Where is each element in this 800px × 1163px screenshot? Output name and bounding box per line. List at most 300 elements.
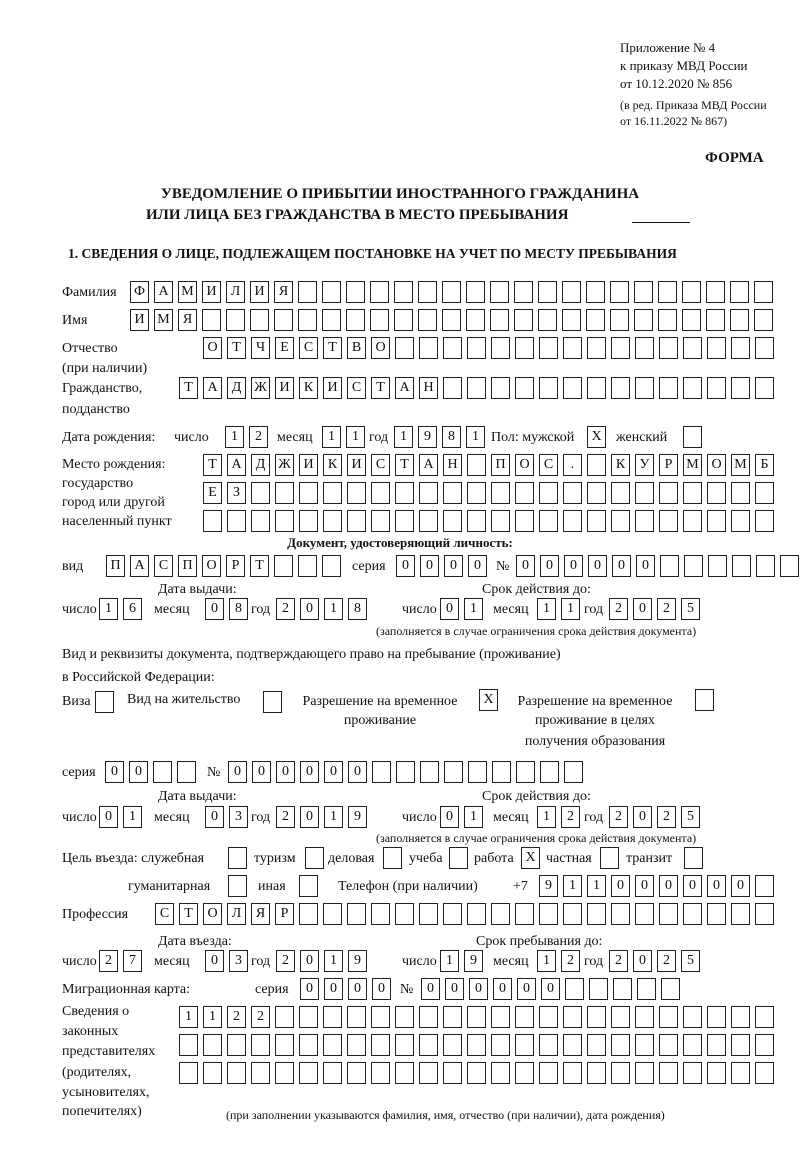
stay-year-field[interactable] xyxy=(609,950,705,972)
char-box[interactable]: И xyxy=(275,377,294,399)
entry-day-field[interactable] xyxy=(99,950,147,972)
char-box[interactable]: Т xyxy=(395,454,414,476)
char-box[interactable]: А xyxy=(419,454,438,476)
char-box[interactable]: 0 xyxy=(440,598,459,620)
char-box[interactable] xyxy=(587,1062,606,1084)
migration-series-field[interactable] xyxy=(300,978,396,1000)
char-box[interactable] xyxy=(755,903,774,925)
char-box[interactable]: 1 xyxy=(537,598,556,620)
char-box[interactable]: 0 xyxy=(440,806,459,828)
char-box[interactable]: 0 xyxy=(300,806,319,828)
char-box[interactable]: Р xyxy=(275,903,294,925)
residence-permit-checkbox[interactable] xyxy=(263,691,287,713)
char-box[interactable] xyxy=(347,1062,366,1084)
char-box[interactable]: О xyxy=(707,454,726,476)
char-box[interactable] xyxy=(396,761,415,783)
char-box[interactable]: И xyxy=(202,281,221,303)
char-box[interactable]: 0 xyxy=(300,978,319,1000)
char-box[interactable] xyxy=(708,555,727,577)
char-box[interactable] xyxy=(419,1006,438,1028)
char-box[interactable]: Т xyxy=(179,377,198,399)
char-box[interactable] xyxy=(467,377,486,399)
char-box[interactable] xyxy=(730,281,749,303)
char-box[interactable] xyxy=(611,337,630,359)
checkbox[interactable] xyxy=(228,875,247,897)
char-box[interactable]: И xyxy=(323,377,342,399)
char-box[interactable] xyxy=(299,510,318,532)
char-box[interactable] xyxy=(683,1034,702,1056)
char-box[interactable] xyxy=(299,1034,318,1056)
char-box[interactable] xyxy=(491,482,510,504)
char-box[interactable] xyxy=(203,510,222,532)
char-box[interactable]: 2 xyxy=(657,598,676,620)
char-box[interactable]: Р xyxy=(226,555,245,577)
char-box[interactable] xyxy=(372,761,391,783)
char-box[interactable] xyxy=(610,309,629,331)
checkbox[interactable] xyxy=(299,875,318,897)
char-box[interactable] xyxy=(347,510,366,532)
char-box[interactable] xyxy=(250,309,269,331)
char-box[interactable] xyxy=(299,482,318,504)
char-box[interactable] xyxy=(755,1006,774,1028)
char-box[interactable] xyxy=(443,903,462,925)
char-box[interactable]: Н xyxy=(443,454,462,476)
char-box[interactable]: 0 xyxy=(396,555,415,577)
char-box[interactable] xyxy=(659,903,678,925)
char-box[interactable]: Е xyxy=(275,337,294,359)
char-box[interactable] xyxy=(755,482,774,504)
char-box[interactable] xyxy=(203,1062,222,1084)
char-box[interactable] xyxy=(754,309,773,331)
char-box[interactable]: 5 xyxy=(681,950,700,972)
char-box[interactable] xyxy=(394,281,413,303)
char-box[interactable]: 0 xyxy=(731,875,750,897)
char-box[interactable] xyxy=(298,281,317,303)
char-box[interactable] xyxy=(346,309,365,331)
char-box[interactable] xyxy=(322,309,341,331)
char-box[interactable] xyxy=(610,281,629,303)
char-box[interactable] xyxy=(683,377,702,399)
id-valid-day-field[interactable] xyxy=(440,598,488,620)
char-box[interactable] xyxy=(516,761,535,783)
legal-reps-row-3[interactable] xyxy=(179,1062,779,1084)
char-box[interactable]: А xyxy=(154,281,173,303)
char-box[interactable] xyxy=(515,1006,534,1028)
checkbox[interactable] xyxy=(695,689,714,711)
char-box[interactable]: А xyxy=(227,454,246,476)
char-box[interactable] xyxy=(275,1006,294,1028)
legal-reps-row-1[interactable] xyxy=(179,1006,779,1028)
char-box[interactable] xyxy=(683,1006,702,1028)
char-box[interactable] xyxy=(563,377,582,399)
char-box[interactable]: 0 xyxy=(324,761,343,783)
char-box[interactable] xyxy=(635,377,654,399)
char-box[interactable] xyxy=(443,1034,462,1056)
char-box[interactable]: 0 xyxy=(540,555,559,577)
char-box[interactable] xyxy=(755,510,774,532)
char-box[interactable] xyxy=(611,903,630,925)
char-box[interactable] xyxy=(443,510,462,532)
char-box[interactable] xyxy=(707,337,726,359)
id-valid-month-field[interactable] xyxy=(537,598,585,620)
char-box[interactable]: 9 xyxy=(348,950,367,972)
char-box[interactable] xyxy=(443,377,462,399)
char-box[interactable] xyxy=(491,903,510,925)
char-box[interactable] xyxy=(347,482,366,504)
char-box[interactable]: 1 xyxy=(99,598,118,620)
char-box[interactable]: 1 xyxy=(537,806,556,828)
char-box[interactable] xyxy=(755,377,774,399)
char-box[interactable]: 2 xyxy=(99,950,118,972)
char-box[interactable] xyxy=(587,454,606,476)
char-box[interactable] xyxy=(587,510,606,532)
birth-year-field[interactable] xyxy=(394,426,490,448)
char-box[interactable] xyxy=(371,1034,390,1056)
char-box[interactable] xyxy=(177,761,196,783)
char-box[interactable] xyxy=(323,510,342,532)
patronymic-field[interactable] xyxy=(203,337,779,359)
char-box[interactable]: Т xyxy=(250,555,269,577)
char-box[interactable] xyxy=(540,761,559,783)
char-box[interactable] xyxy=(443,1006,462,1028)
visa-checkbox[interactable] xyxy=(95,691,119,713)
char-box[interactable] xyxy=(467,510,486,532)
char-box[interactable] xyxy=(635,1006,654,1028)
char-box[interactable]: М xyxy=(683,454,702,476)
char-box[interactable] xyxy=(659,1062,678,1084)
char-box[interactable] xyxy=(683,337,702,359)
char-box[interactable]: 1 xyxy=(179,1006,198,1028)
char-box[interactable]: У xyxy=(635,454,654,476)
purpose-private-checkbox[interactable] xyxy=(600,847,624,869)
char-box[interactable]: 0 xyxy=(659,875,678,897)
char-box[interactable] xyxy=(539,510,558,532)
checkbox[interactable] xyxy=(95,691,114,713)
char-box[interactable]: 0 xyxy=(611,875,630,897)
char-box[interactable]: 0 xyxy=(707,875,726,897)
char-box[interactable] xyxy=(658,309,677,331)
res-valid-month-field[interactable] xyxy=(537,806,585,828)
char-box[interactable] xyxy=(514,281,533,303)
char-box[interactable] xyxy=(442,309,461,331)
char-box[interactable]: 0 xyxy=(228,761,247,783)
char-box[interactable]: 0 xyxy=(588,555,607,577)
birth-month-field[interactable] xyxy=(322,426,370,448)
checkbox[interactable]: X xyxy=(521,847,540,869)
char-box[interactable]: К xyxy=(299,377,318,399)
char-box[interactable]: . xyxy=(563,454,582,476)
char-box[interactable] xyxy=(611,510,630,532)
char-box[interactable]: Я xyxy=(274,281,293,303)
res-series-field[interactable] xyxy=(105,761,201,783)
char-box[interactable] xyxy=(442,281,461,303)
char-box[interactable] xyxy=(635,482,654,504)
char-box[interactable] xyxy=(443,337,462,359)
char-box[interactable]: 2 xyxy=(561,950,580,972)
char-box[interactable] xyxy=(275,482,294,504)
char-box[interactable] xyxy=(635,903,654,925)
char-box[interactable]: 0 xyxy=(205,598,224,620)
char-box[interactable]: Ж xyxy=(275,454,294,476)
char-box[interactable] xyxy=(684,555,703,577)
char-box[interactable]: А xyxy=(130,555,149,577)
char-box[interactable] xyxy=(490,281,509,303)
char-box[interactable] xyxy=(275,1034,294,1056)
surname-field[interactable] xyxy=(130,281,778,303)
purpose-humanitarian-checkbox[interactable] xyxy=(228,875,252,897)
char-box[interactable] xyxy=(611,377,630,399)
char-box[interactable]: 2 xyxy=(609,950,628,972)
char-box[interactable]: П xyxy=(106,555,125,577)
char-box[interactable] xyxy=(780,555,799,577)
char-box[interactable] xyxy=(299,1062,318,1084)
char-box[interactable]: 8 xyxy=(229,598,248,620)
char-box[interactable]: 2 xyxy=(249,426,268,448)
char-box[interactable]: 1 xyxy=(346,426,365,448)
char-box[interactable] xyxy=(659,510,678,532)
char-box[interactable] xyxy=(613,978,632,1000)
char-box[interactable]: 2 xyxy=(657,950,676,972)
char-box[interactable] xyxy=(251,510,270,532)
char-box[interactable]: 2 xyxy=(609,806,628,828)
char-box[interactable]: М xyxy=(731,454,750,476)
char-box[interactable] xyxy=(563,903,582,925)
char-box[interactable]: 0 xyxy=(516,555,535,577)
char-box[interactable] xyxy=(346,281,365,303)
char-box[interactable] xyxy=(179,1062,198,1084)
char-box[interactable]: Ж xyxy=(251,377,270,399)
char-box[interactable] xyxy=(562,309,581,331)
char-box[interactable]: 1 xyxy=(225,426,244,448)
char-box[interactable] xyxy=(347,1006,366,1028)
char-box[interactable]: 9 xyxy=(348,806,367,828)
res-issue-month-field[interactable] xyxy=(205,806,253,828)
char-box[interactable] xyxy=(587,482,606,504)
char-box[interactable]: 0 xyxy=(421,978,440,1000)
char-box[interactable]: 8 xyxy=(442,426,461,448)
birthplace-row-1[interactable] xyxy=(203,454,779,476)
char-box[interactable]: 0 xyxy=(564,555,583,577)
char-box[interactable] xyxy=(659,482,678,504)
char-box[interactable]: О xyxy=(371,337,390,359)
char-box[interactable]: 0 xyxy=(493,978,512,1000)
char-box[interactable] xyxy=(395,510,414,532)
sex-male-checkbox[interactable] xyxy=(587,426,611,448)
char-box[interactable] xyxy=(323,482,342,504)
char-box[interactable] xyxy=(660,555,679,577)
char-box[interactable] xyxy=(731,1062,750,1084)
char-box[interactable] xyxy=(203,1034,222,1056)
char-box[interactable] xyxy=(298,555,317,577)
char-box[interactable] xyxy=(419,903,438,925)
char-box[interactable]: С xyxy=(371,454,390,476)
char-box[interactable] xyxy=(419,1062,438,1084)
title-blank-line[interactable] xyxy=(632,208,690,223)
id-valid-year-field[interactable] xyxy=(609,598,705,620)
char-box[interactable]: 0 xyxy=(633,806,652,828)
char-box[interactable] xyxy=(538,281,557,303)
char-box[interactable]: 0 xyxy=(300,761,319,783)
char-box[interactable] xyxy=(466,309,485,331)
char-box[interactable] xyxy=(371,482,390,504)
char-box[interactable] xyxy=(564,761,583,783)
char-box[interactable]: Я xyxy=(178,309,197,331)
char-box[interactable]: 5 xyxy=(681,806,700,828)
char-box[interactable] xyxy=(515,482,534,504)
char-box[interactable] xyxy=(466,281,485,303)
char-box[interactable] xyxy=(299,903,318,925)
char-box[interactable]: С xyxy=(347,377,366,399)
char-box[interactable] xyxy=(659,377,678,399)
char-box[interactable] xyxy=(226,309,245,331)
char-box[interactable] xyxy=(754,281,773,303)
char-box[interactable]: О xyxy=(202,555,221,577)
char-box[interactable] xyxy=(322,281,341,303)
citizenship-field[interactable] xyxy=(179,377,779,399)
char-box[interactable]: Т xyxy=(203,454,222,476)
char-box[interactable] xyxy=(444,761,463,783)
char-box[interactable]: 1 xyxy=(203,1006,222,1028)
char-box[interactable] xyxy=(635,510,654,532)
checkbox[interactable] xyxy=(600,847,619,869)
char-box[interactable]: 0 xyxy=(129,761,148,783)
char-box[interactable] xyxy=(515,377,534,399)
char-box[interactable]: Л xyxy=(226,281,245,303)
char-box[interactable]: 0 xyxy=(517,978,536,1000)
char-box[interactable] xyxy=(706,309,725,331)
char-box[interactable] xyxy=(322,555,341,577)
char-box[interactable] xyxy=(635,1062,654,1084)
char-box[interactable]: 1 xyxy=(466,426,485,448)
char-box[interactable] xyxy=(299,1006,318,1028)
char-box[interactable]: 0 xyxy=(105,761,124,783)
char-box[interactable] xyxy=(563,510,582,532)
char-box[interactable] xyxy=(514,309,533,331)
char-box[interactable] xyxy=(467,1006,486,1028)
char-box[interactable]: 0 xyxy=(633,950,652,972)
char-box[interactable] xyxy=(587,1006,606,1028)
char-box[interactable]: И xyxy=(250,281,269,303)
char-box[interactable] xyxy=(706,281,725,303)
char-box[interactable]: 6 xyxy=(123,598,142,620)
char-box[interactable]: А xyxy=(395,377,414,399)
char-box[interactable]: 0 xyxy=(468,555,487,577)
char-box[interactable]: И xyxy=(130,309,149,331)
char-box[interactable] xyxy=(323,1062,342,1084)
char-box[interactable]: 7 xyxy=(123,950,142,972)
char-box[interactable]: Ф xyxy=(130,281,149,303)
char-box[interactable] xyxy=(563,1062,582,1084)
char-box[interactable]: П xyxy=(491,454,510,476)
char-box[interactable]: 2 xyxy=(227,1006,246,1028)
char-box[interactable]: 2 xyxy=(276,806,295,828)
char-box[interactable] xyxy=(274,309,293,331)
char-box[interactable]: И xyxy=(299,454,318,476)
char-box[interactable]: И xyxy=(347,454,366,476)
char-box[interactable] xyxy=(468,761,487,783)
id-series-field[interactable] xyxy=(396,555,492,577)
char-box[interactable] xyxy=(587,903,606,925)
char-box[interactable] xyxy=(587,1034,606,1056)
char-box[interactable]: 0 xyxy=(300,950,319,972)
char-box[interactable]: 0 xyxy=(372,978,391,1000)
char-box[interactable] xyxy=(707,1006,726,1028)
char-box[interactable]: 2 xyxy=(251,1006,270,1028)
char-box[interactable] xyxy=(755,337,774,359)
char-box[interactable]: 1 xyxy=(324,598,343,620)
char-box[interactable] xyxy=(418,281,437,303)
purpose-tourism-checkbox[interactable] xyxy=(305,847,329,869)
checkbox[interactable] xyxy=(383,847,402,869)
char-box[interactable] xyxy=(611,1062,630,1084)
char-box[interactable] xyxy=(731,1034,750,1056)
char-box[interactable] xyxy=(395,1062,414,1084)
char-box[interactable]: 1 xyxy=(563,875,582,897)
char-box[interactable] xyxy=(467,337,486,359)
checkbox[interactable] xyxy=(449,847,468,869)
char-box[interactable] xyxy=(562,281,581,303)
char-box[interactable] xyxy=(395,903,414,925)
char-box[interactable] xyxy=(371,510,390,532)
char-box[interactable] xyxy=(515,903,534,925)
char-box[interactable] xyxy=(370,309,389,331)
char-box[interactable]: 1 xyxy=(394,426,413,448)
char-box[interactable] xyxy=(683,510,702,532)
entry-month-field[interactable] xyxy=(205,950,253,972)
char-box[interactable] xyxy=(563,1006,582,1028)
char-box[interactable] xyxy=(490,309,509,331)
char-box[interactable] xyxy=(227,1034,246,1056)
char-box[interactable] xyxy=(515,337,534,359)
char-box[interactable] xyxy=(419,337,438,359)
char-box[interactable]: Б xyxy=(755,454,774,476)
purpose-official-checkbox[interactable] xyxy=(228,847,252,869)
char-box[interactable] xyxy=(658,281,677,303)
char-box[interactable]: 2 xyxy=(609,598,628,620)
char-box[interactable] xyxy=(323,903,342,925)
char-box[interactable] xyxy=(539,1006,558,1028)
char-box[interactable] xyxy=(371,1062,390,1084)
char-box[interactable]: 1 xyxy=(537,950,556,972)
char-box[interactable]: Я xyxy=(251,903,270,925)
char-box[interactable] xyxy=(275,1062,294,1084)
char-box[interactable]: 0 xyxy=(420,555,439,577)
char-box[interactable]: Ч xyxy=(251,337,270,359)
char-box[interactable] xyxy=(635,1034,654,1056)
char-box[interactable] xyxy=(323,1006,342,1028)
checkbox[interactable]: X xyxy=(587,426,606,448)
checkbox[interactable] xyxy=(305,847,324,869)
char-box[interactable]: 0 xyxy=(469,978,488,1000)
phone-field[interactable] xyxy=(539,875,779,897)
char-box[interactable] xyxy=(419,1034,438,1056)
char-box[interactable]: Е xyxy=(203,482,222,504)
char-box[interactable] xyxy=(634,281,653,303)
char-box[interactable] xyxy=(491,1006,510,1028)
char-box[interactable] xyxy=(394,309,413,331)
char-box[interactable] xyxy=(491,1062,510,1084)
entry-year-field[interactable] xyxy=(276,950,372,972)
char-box[interactable] xyxy=(707,1034,726,1056)
char-box[interactable] xyxy=(251,1034,270,1056)
char-box[interactable]: К xyxy=(611,454,630,476)
char-box[interactable] xyxy=(539,377,558,399)
char-box[interactable]: 9 xyxy=(418,426,437,448)
char-box[interactable] xyxy=(491,510,510,532)
char-box[interactable] xyxy=(731,1006,750,1028)
res-valid-day-field[interactable] xyxy=(440,806,488,828)
char-box[interactable] xyxy=(395,1034,414,1056)
